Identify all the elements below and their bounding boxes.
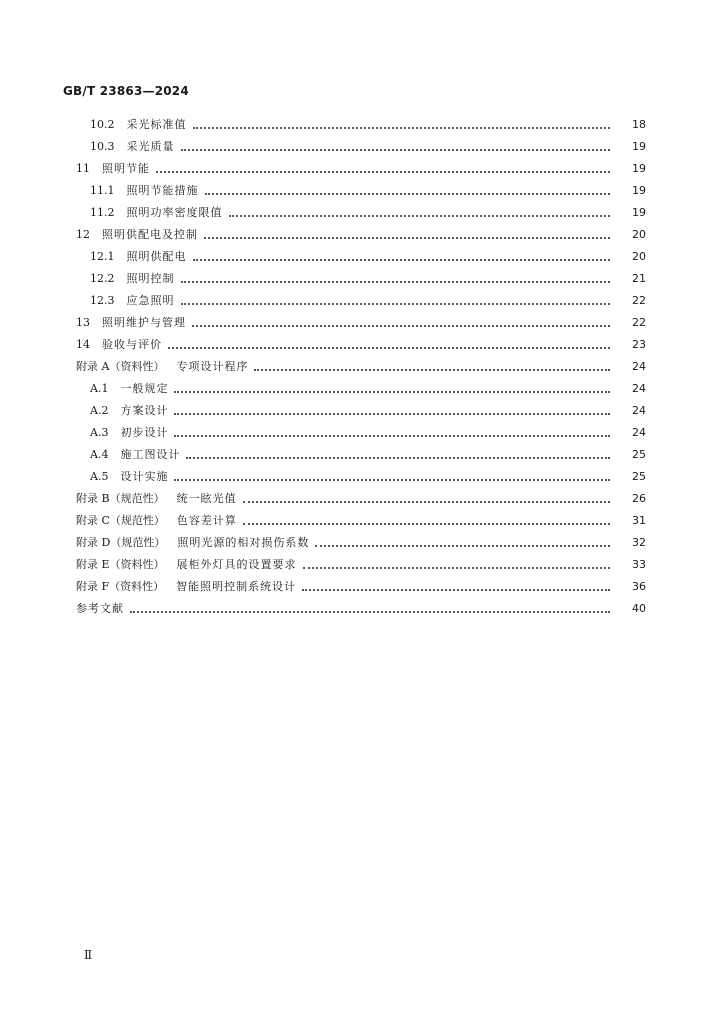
toc-entry[interactable] [0, 447, 724, 463]
toc-entry[interactable] [0, 535, 724, 551]
toc-entry-page: 24 [632, 404, 646, 417]
toc-entry-number: 12.1 [90, 250, 115, 263]
toc-entry-title: 采光质量 [126, 140, 175, 153]
toc-entry-number: 12 [76, 228, 90, 241]
toc-entry-number: 附录 F（资料性） [76, 580, 165, 593]
toc-entry-number: 11.2 [90, 206, 115, 219]
toc-entry-page: 26 [632, 492, 646, 505]
toc-entry[interactable] [0, 579, 724, 595]
dot-leader [168, 343, 610, 349]
toc-entry[interactable] [0, 469, 724, 485]
dot-leader [254, 365, 610, 371]
toc-entry-title: 照明供配电及控制 [102, 228, 198, 241]
document-header: GB/T 23863—2024 [63, 84, 189, 98]
toc-entry-page: 20 [632, 228, 646, 241]
toc-entry[interactable] [0, 161, 724, 177]
toc-entry-page: 40 [632, 602, 646, 615]
toc-entry-page: 19 [632, 140, 646, 153]
toc-entry-number: 附录 C（规范性） [76, 514, 165, 527]
dot-leader [302, 585, 610, 591]
toc-entry[interactable] [0, 491, 724, 507]
toc-entry-title: 照明光源的相对损伤系数 [177, 536, 310, 549]
toc-entry-title: 照明功率密度限值 [126, 206, 223, 219]
dot-leader [186, 453, 610, 459]
dot-leader [174, 387, 610, 393]
page-number: Ⅱ [84, 948, 93, 962]
toc-entry[interactable] [0, 205, 724, 221]
toc-entry-title: 初步设计 [120, 426, 169, 439]
dot-leader [205, 189, 611, 195]
toc-entry-title: 采光标准值 [126, 118, 187, 131]
toc-entry-number: 10.2 [90, 118, 115, 131]
toc-entry-number: 11 [76, 162, 90, 175]
toc-entry-title: 设计实施 [120, 470, 169, 483]
toc-entry[interactable] [0, 403, 724, 419]
toc-entry[interactable] [0, 315, 724, 331]
toc-entry-page: 32 [632, 536, 646, 549]
dot-leader [204, 233, 610, 239]
toc-entry-title: 方案设计 [120, 404, 169, 417]
toc-entry-number: 附录 A（资料性） [76, 360, 165, 373]
toc-entry-number: 11.1 [90, 184, 115, 197]
toc-entry-page: 20 [632, 250, 646, 263]
dot-leader [243, 519, 610, 525]
toc-entry-number: 14 [76, 338, 90, 351]
toc-entry-page: 22 [632, 294, 646, 307]
toc-entry-page: 21 [632, 272, 646, 285]
toc-entry-number: 附录 B（规范性） [76, 492, 165, 505]
dot-leader [181, 145, 611, 151]
toc-entry-title: 展柜外灯具的设置要求 [176, 558, 297, 571]
toc-entry-page: 33 [632, 558, 646, 571]
toc-entry-title: 照明控制 [126, 272, 175, 285]
toc-entry-number: 附录 D（规范性） [76, 536, 166, 549]
toc-entry-title: 色容差计算 [176, 514, 237, 527]
toc-entry-page: 18 [632, 118, 646, 131]
toc-entry[interactable] [0, 337, 724, 353]
toc-entry[interactable] [0, 425, 724, 441]
dot-leader [229, 211, 611, 217]
dot-leader [156, 167, 610, 173]
dot-leader [303, 563, 610, 569]
toc-entry[interactable] [0, 117, 724, 133]
toc-entry[interactable] [0, 557, 724, 573]
toc-entry-number: 13 [76, 316, 90, 329]
toc-entry-title: 参考文献 [76, 602, 124, 615]
toc-entry-page: 19 [632, 184, 646, 197]
dot-leader [174, 409, 610, 415]
toc-entry[interactable] [0, 139, 724, 155]
toc-entry-page: 24 [632, 360, 646, 373]
toc-entry-page: 24 [632, 426, 646, 439]
toc-entry-title: 照明供配电 [126, 250, 187, 263]
toc-entry[interactable] [0, 513, 724, 529]
toc-entry-title: 一般规定 [120, 382, 169, 395]
toc-entry[interactable] [0, 249, 724, 265]
toc-entry-number: 10.3 [90, 140, 115, 153]
toc-entry-page: 25 [632, 470, 646, 483]
toc-entry-page: 19 [632, 206, 646, 219]
toc-entry-page: 22 [632, 316, 646, 329]
toc-entry-number: A.1 [90, 382, 109, 395]
dot-leader [315, 541, 610, 547]
toc-entry-title: 统一眩光值 [176, 492, 237, 505]
toc-entry[interactable] [0, 227, 724, 243]
toc-entry-number: 12.2 [90, 272, 115, 285]
dot-leader [174, 431, 610, 437]
toc-entry-page: 36 [632, 580, 646, 593]
dot-leader [174, 475, 610, 481]
toc-entry[interactable] [0, 183, 724, 199]
toc-entry-page: 24 [632, 382, 646, 395]
toc-entry-title: 照明维护与管理 [102, 316, 186, 329]
toc-entry-number: A.4 [90, 448, 109, 461]
dot-leader [193, 123, 611, 129]
dot-leader [192, 321, 610, 327]
toc-entry[interactable] [0, 381, 724, 397]
dot-leader [130, 607, 610, 613]
toc-entry-number: 12.3 [90, 294, 115, 307]
toc-entry-number: A.2 [90, 404, 109, 417]
toc-entry-number: A.5 [90, 470, 109, 483]
toc-entry-title: 照明节能措施 [126, 184, 199, 197]
toc-entry-title: 施工图设计 [120, 448, 181, 461]
toc-entry-title: 智能照明控制系统设计 [176, 580, 297, 593]
toc-entry[interactable] [0, 601, 724, 617]
dot-leader [181, 299, 611, 305]
toc-entry-page: 19 [632, 162, 646, 175]
toc-entry-page: 31 [632, 514, 646, 527]
toc-entry[interactable] [0, 359, 724, 375]
toc-entry-title: 应急照明 [126, 294, 175, 307]
toc-entry[interactable] [0, 293, 724, 309]
toc-entry-title: 照明节能 [102, 162, 150, 175]
dot-leader [243, 497, 610, 503]
dot-leader [181, 277, 611, 283]
toc-entry-page: 23 [632, 338, 646, 351]
toc-entry-page: 25 [632, 448, 646, 461]
toc-entry[interactable] [0, 271, 724, 287]
dot-leader [193, 255, 611, 261]
toc-entry-number: 附录 E（资料性） [76, 558, 165, 571]
toc-entry-title: 验收与评价 [102, 338, 162, 351]
toc-entry-title: 专项设计程序 [176, 360, 249, 373]
toc-entry-number: A.3 [90, 426, 109, 439]
